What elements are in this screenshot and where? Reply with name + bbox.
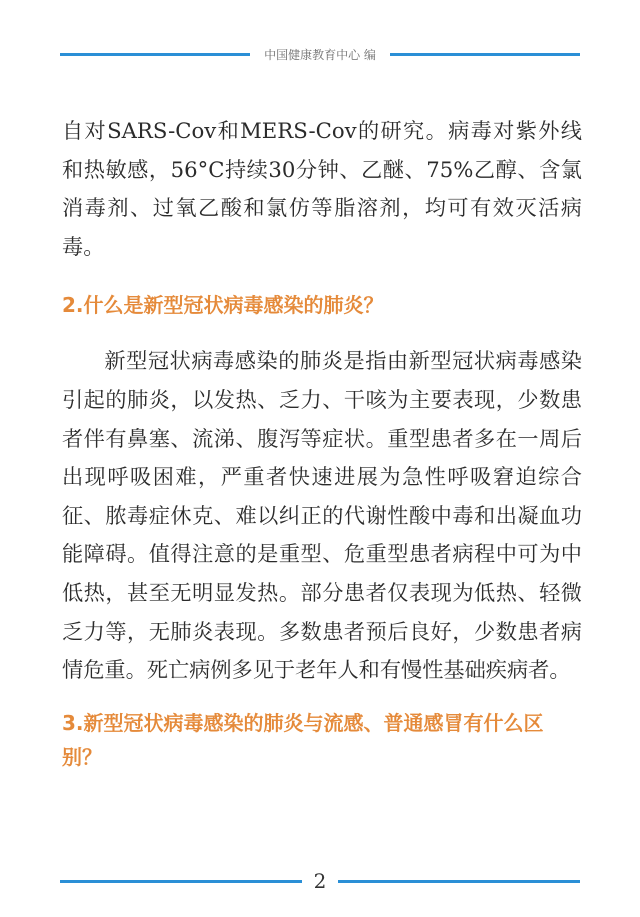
page-header: [60, 44, 580, 64]
header-rule-left: [60, 53, 250, 56]
page-footer: [60, 868, 580, 894]
page-content: [62, 112, 582, 774]
question-2-heading: 2.什么是新型冠状病毒感染的肺炎？: [62, 293, 384, 318]
footer-rule-right: [338, 880, 580, 883]
header-title: 中国健康教育中心 编: [264, 47, 376, 62]
header-rule-right: [390, 53, 580, 56]
question-3-heading: 3.新型冠状病毒感染的肺炎与流感、普通感冒有什么区别？: [62, 710, 544, 769]
footer-rule-left: [60, 880, 302, 883]
page-number: 2: [313, 869, 327, 893]
answer-2-paragraph: 新型冠状病毒感染的肺炎是指由新型冠状病毒感染引起的肺炎，以发热、乏力、干咳为主要表现，少数患者伴有鼻塞、流涕、腹泻等症状。重型患者多在一周后出现呼吸困难，严重者快速进展为急性呼吸窘迫综合征、脓毒症休克、难以纠正的代谢性酸中毒和出凝血功能障碍。值得注意的是重型、危重型患者病程中可为中低热，甚至无明显发热。部分患者仅表现为低热、轻微乏力等，无肺炎表现。多数患者预后良好，少数患者病情危重。死亡病例多见于老年人和有慢性基础疾病者。: [62, 348, 582, 683]
paragraph-continued: 自对SARS-Cov和MERS-Cov的研究。病毒对紫外线和热敏感，56°C持续30分钟、乙醚、75%乙醇、含氯消毒剂、过氧乙酸和氯仿等脂溶剂，均可有效灭活病毒。: [62, 118, 582, 259]
